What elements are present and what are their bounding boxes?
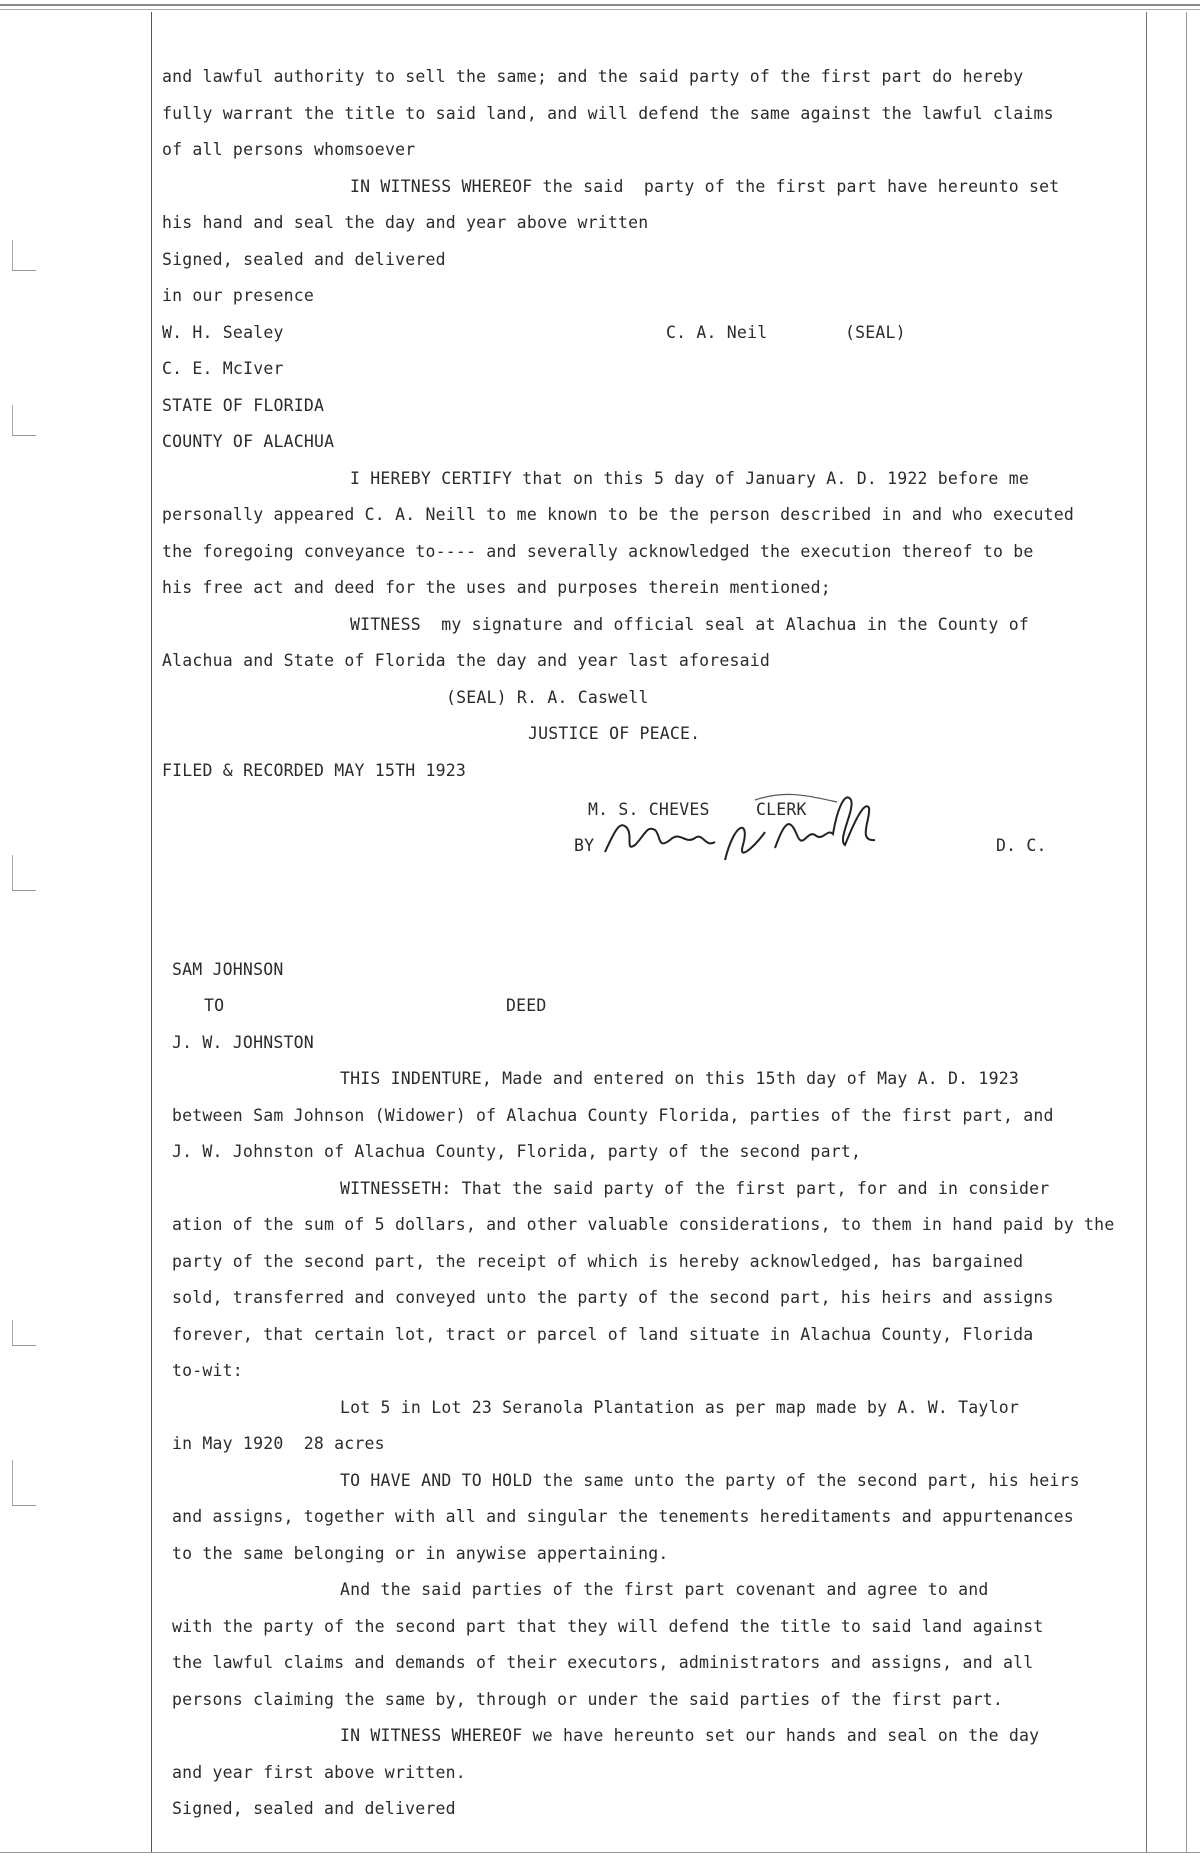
text-line: in our presence — [162, 286, 315, 305]
text-line: ation of the sum of 5 dollars, and other valuable considerations, to them in hand paid by the — [172, 1215, 1115, 1234]
text-line: of all persons whomsoever — [162, 140, 416, 159]
binding-mark — [12, 1345, 36, 1346]
text-line: the foregoing conveyance to---- and severally acknowledged the execution thereof to be — [162, 542, 1034, 561]
binding-mark — [12, 1320, 13, 1345]
right-edge-line — [1186, 12, 1187, 1852]
right-margin-line — [1146, 12, 1147, 1852]
text-line: I HEREBY CERTIFY that on this 5 day of January A. D. 1922 before me — [350, 469, 1029, 488]
text-line: TO HAVE AND TO HOLD the same unto the party of the second part, his heirs — [340, 1471, 1080, 1490]
filed-recorded: FILED & RECORDED MAY 15TH 1923 — [162, 761, 467, 780]
text-line: and year first above written. — [172, 1763, 466, 1782]
text-line: IN WITNESS WHEREOF we have hereunto set our hands and seal on the day — [340, 1726, 1040, 1745]
clerk-title: CLERK — [756, 800, 807, 819]
text-line: Alachua and State of Florida the day and year last aforesaid — [162, 651, 771, 670]
binding-mark — [12, 855, 13, 890]
binding-mark — [12, 1460, 13, 1505]
text-line: Signed, sealed and delivered — [172, 1799, 456, 1818]
top-border-inner — [0, 9, 1200, 10]
bottom-border — [0, 1852, 1200, 1853]
state-heading: STATE OF FLORIDA — [162, 396, 325, 415]
text-line: Signed, sealed and delivered — [162, 250, 446, 269]
binding-mark — [12, 240, 13, 270]
text-line: fully warrant the title to said land, and will defend the same against the lawful claims — [162, 104, 1054, 123]
text-line: his hand and seal the day and year above written — [162, 213, 649, 232]
seal-mark: (SEAL) — [845, 323, 906, 342]
property-description: Lot 5 in Lot 23 Seranola Plantation as per map made by A. W. Taylor — [340, 1398, 1019, 1417]
text-line: between Sam Johnson (Widower) of Alachua County Florida, parties of the first part, and — [172, 1106, 1054, 1125]
justice-signature: (SEAL) R. A. Caswell — [446, 688, 649, 707]
text-line: J. W. Johnston of Alachua County, Florida, party of the second part, — [172, 1142, 862, 1161]
county-heading: COUNTY OF ALACHUA — [162, 432, 335, 451]
text-line: WITNESS my signature and official seal at Alachua in the County of — [350, 615, 1029, 634]
text-line: his free act and deed for the uses and purposes therein mentioned; — [162, 578, 831, 597]
grantee-heading: J. W. JOHNSTON — [172, 1033, 314, 1052]
text-line: WITNESSETH: That the said party of the first part, for and in consider — [340, 1179, 1050, 1198]
left-margin-line — [151, 12, 152, 1852]
to-heading: TO — [204, 996, 225, 1015]
deed-heading: DEED — [506, 996, 547, 1015]
text-line: to-wit: — [172, 1361, 243, 1380]
text-line: IN WITNESS WHEREOF the said party of the first part have hereunto set — [350, 177, 1060, 196]
deputy-clerk-label: D. C. — [996, 836, 1047, 855]
text-line: forever, that certain lot, tract or parcel of land situate in Alachua County, Florida — [172, 1325, 1034, 1344]
text-line: persons claiming the same by, through or under the said parties of the first part. — [172, 1690, 1003, 1709]
binding-mark — [12, 890, 36, 891]
justice-title: JUSTICE OF PEACE. — [528, 724, 701, 743]
handwritten-signature — [575, 790, 905, 870]
clerk-name: M. S. CHEVES — [588, 800, 710, 819]
grantor-heading: SAM JOHNSON — [172, 960, 284, 979]
grantor-name: C. A. Neil — [666, 323, 768, 342]
text-line: sold, transferred and conveyed unto the party of the second part, his heirs and assigns — [172, 1288, 1054, 1307]
text-line: the lawful claims and demands of their executors, administrators and assigns, and all — [172, 1653, 1034, 1672]
text-line: THIS INDENTURE, Made and entered on this 15th day of May A. D. 1923 — [340, 1069, 1019, 1088]
text-line: and lawful authority to sell the same; and the said party of the first part do hereby — [162, 67, 1024, 86]
top-border — [0, 4, 1200, 6]
binding-mark — [12, 1505, 36, 1506]
property-description: in May 1920 28 acres — [172, 1434, 385, 1453]
text-line: and assigns, together with all and singular the tenements hereditaments and appurtenances — [172, 1507, 1074, 1526]
text-line: to the same belonging or in anywise appertaining. — [172, 1544, 669, 1563]
by-label: BY — [574, 836, 595, 855]
text-line: party of the second part, the receipt of which is hereby acknowledged, has bargained — [172, 1252, 1024, 1271]
text-line: And the said parties of the first part covenant and agree to and — [340, 1580, 989, 1599]
text-line: personally appeared C. A. Neill to me known to be the person described in and who executed — [162, 505, 1075, 524]
text-line: with the party of the second part that they will defend the title to said land against — [172, 1617, 1044, 1636]
witness-name: C. E. McIver — [162, 359, 284, 378]
binding-mark — [12, 405, 13, 435]
binding-mark — [12, 270, 36, 271]
binding-mark — [12, 435, 36, 436]
witness-name: W. H. Sealey — [162, 323, 284, 342]
